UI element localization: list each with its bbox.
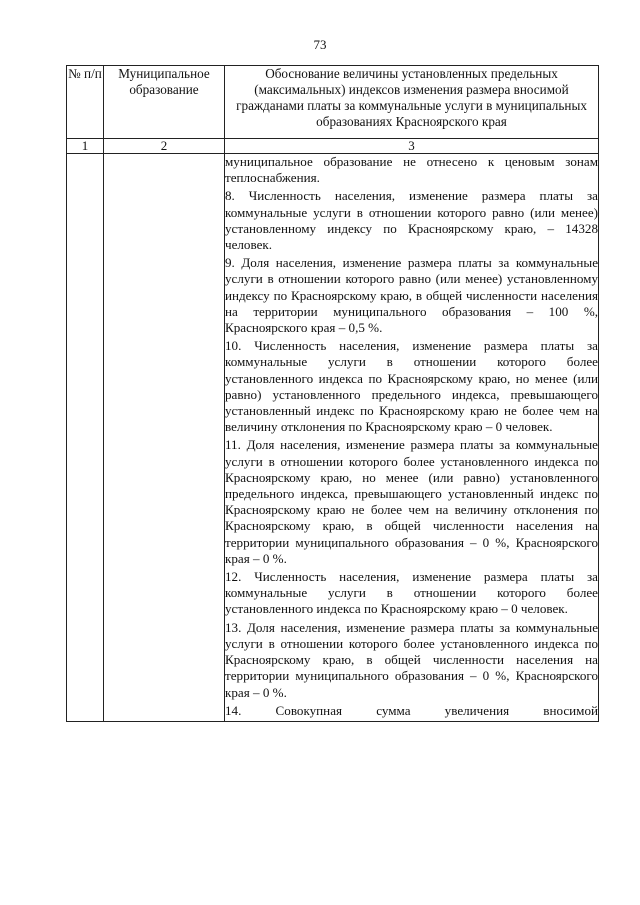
paragraph-item-10: 10. Численность населения, изменение размера платы за коммунальные услуги в отношении которого более установленного индекса по Красноярскому краю, но менее (или равно) установленного предельного индекса, превышающего установленный индекс по Красноярскому краю не более чем на величину отклонения по Красноярскому краю – 0 человек.: [225, 338, 598, 435]
column-number-row: [67, 139, 599, 154]
paragraph-item-8: 8. Численность населения, изменение размера платы за коммунальные услуги в отношении которого равно (или менее) установленному индексу по Красноярскому краю, – 14328 человек.: [225, 188, 598, 253]
paragraph-continuation: муниципальное образование не отнесено к ценовым зонам теплоснабжения.: [225, 154, 598, 186]
column-number-1: 1: [67, 139, 104, 154]
row-municipality-cell: [104, 154, 225, 722]
column-number-2: 2: [104, 139, 225, 154]
header-justification: Обоснование величины установленных предельных (максимальных) индексов изменения размера вносимой гражданами платы за коммунальные услуги в муниципальных образованиях Красноярского края: [225, 66, 599, 139]
header-number: № п/п: [67, 66, 104, 139]
paragraph-item-14: 14. Совокупная сумма увеличения вносимой: [225, 702, 598, 718]
row-number-cell: [67, 154, 104, 722]
row-justification-cell: [225, 154, 599, 722]
header-municipality: Муниципальное образование: [104, 66, 225, 139]
paragraph-item-12: 12. Численность населения, изменение размера платы за коммунальные услуги в отношении которого более установленного индекса по Красноярскому краю – 0 человек.: [225, 569, 598, 617]
paragraph-item-13: 13. Доля населения, изменение размера платы за коммунальные услуги в отношении которого более установленного индекса по Красноярскому краю, в общей численности населения на территории муниципального образования – 0 %, Красноярского края – 0 %.: [225, 619, 598, 700]
page-number: 73: [313, 37, 327, 52]
justification-table: [66, 65, 599, 722]
table-row: [67, 154, 599, 722]
paragraph-item-9: 9. Доля населения, изменение размера платы за коммунальные услуги в отношении которого равно (или менее) установленному индексу по Красноярскому краю, в общей численности населения на территории муниципального образования – 100 %, Красноярского края – 0,5 %.: [225, 255, 598, 336]
column-number-3: 3: [225, 139, 599, 154]
header-row: [67, 66, 599, 139]
paragraph-item-11: 11. Доля населения, изменение размера платы за коммунальные услуги в отношении которого более установленного индекса по Красноярскому краю, но менее (или равно) установленного предельного индекса, превышающего установленный индекс по Красноярскому краю не более чем на величину отклонения по Красноярскому краю, в общей численности населения на территории муниципального образования – 0 %, Красноярского края – 0 %.: [225, 437, 598, 566]
